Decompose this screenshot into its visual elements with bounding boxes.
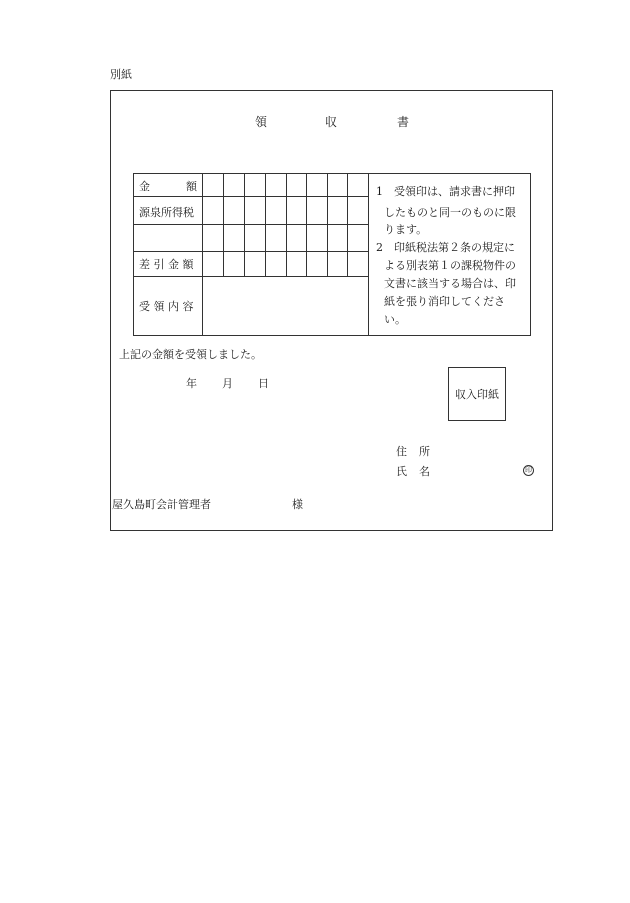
revenue-stamp-label: 収入印紙 — [455, 388, 499, 401]
note-line: 2 印紙税法第２条の規定に — [376, 241, 515, 254]
recipient-honorific: 様 — [292, 498, 303, 511]
note-line: よる別表第１の課税物件の — [384, 259, 516, 272]
amount-table — [133, 173, 531, 336]
row-divider — [134, 224, 368, 225]
seal-mark-icon: 印 — [525, 466, 532, 474]
digit-divider — [223, 174, 224, 276]
address-label-a: 住 — [396, 445, 407, 458]
title-char-1: 領 — [255, 115, 268, 129]
row-label-amount-b: 額 — [186, 180, 197, 193]
note-line: 紙を張り消印してくださ — [384, 295, 505, 308]
row-divider — [134, 196, 368, 197]
date-month-label: 月 — [222, 377, 233, 390]
note-line: したものと同一のものに限 — [384, 206, 516, 219]
row-divider — [134, 251, 368, 252]
name-label-a: 氏 — [396, 465, 407, 478]
digit-divider — [347, 174, 348, 276]
row-divider — [134, 276, 368, 277]
row-label-amount-a: 金 — [139, 180, 150, 193]
digit-divider — [286, 174, 287, 276]
digit-divider — [306, 174, 307, 276]
address-label-b: 所 — [419, 445, 430, 458]
digit-divider — [265, 174, 266, 276]
notes-column-divider — [368, 174, 369, 335]
name-label-b: 名 — [419, 465, 430, 478]
received-statement: 上記の金額を受領しました。 — [119, 348, 262, 361]
digit-divider — [244, 174, 245, 276]
date-day-label: 日 — [258, 377, 269, 390]
label-column-divider — [202, 174, 203, 335]
row-label-withholding-tax: 源泉所得税 — [139, 206, 194, 219]
attachment-label: 別紙 — [110, 68, 132, 81]
row-label-net-amount: 差 引 金 額 — [139, 258, 194, 271]
title-char-3: 書 — [397, 115, 410, 129]
title-char-2: 収 — [325, 115, 338, 129]
note-line: い。 — [384, 313, 406, 326]
row-label-receipt-content: 受 領 内 容 — [139, 300, 194, 313]
note-line: 1 受領印は、請求書に押印 — [376, 185, 515, 198]
digit-divider — [327, 174, 328, 276]
recipient-name: 屋久島町会計管理者 — [112, 498, 211, 511]
revenue-stamp-box — [448, 367, 506, 421]
note-line: 文書に該当する場合は、印 — [384, 277, 516, 290]
note-line: ります。 — [384, 223, 428, 236]
date-year-label: 年 — [186, 377, 197, 390]
